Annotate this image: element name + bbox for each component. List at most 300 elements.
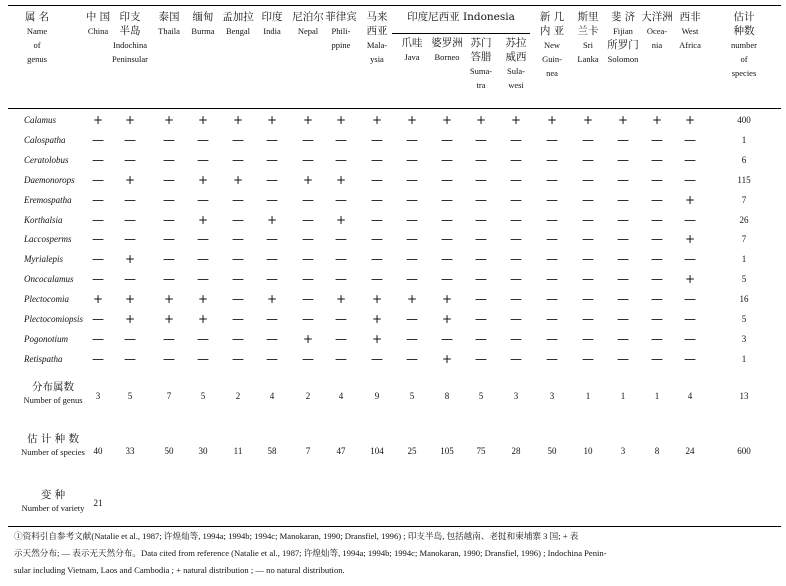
absence-mark: —: [684, 292, 696, 307]
header-indochina-line: Indochina: [113, 40, 147, 50]
header-malaysia-line: ysia: [370, 54, 384, 64]
header-china-line: China: [87, 26, 109, 36]
absence-mark: —: [371, 272, 383, 287]
presence-mark: +: [546, 113, 558, 127]
absence-mark: —: [335, 252, 347, 267]
presence-mark: +: [197, 312, 209, 326]
header-sulawesi-line: Sula-: [507, 66, 525, 76]
absence-mark: —: [163, 252, 175, 267]
absence-mark: —: [441, 212, 453, 227]
absence-mark: —: [406, 212, 418, 227]
absence-mark: —: [371, 252, 383, 267]
header-newguinea-line: Guin-: [542, 54, 562, 64]
absence-mark: —: [335, 312, 347, 326]
absence-mark: —: [684, 132, 696, 147]
absence-mark: —: [302, 312, 314, 326]
absence-mark: —: [441, 232, 453, 247]
table-bottom-rule: [8, 526, 781, 527]
absence-mark: —: [510, 172, 522, 187]
absence-mark: —: [617, 132, 629, 147]
header-fiji-line: Solomon: [607, 54, 639, 64]
absence-mark: —: [163, 192, 175, 207]
absence-mark: —: [510, 212, 522, 227]
footnote-line-1: ①资料引自参考文献(Natalie et al., 1987; 许煌灿等, 1994a; 1994b; 1994c; Manokaran, 1990; Dransfiel, 1996) ; 印支半岛, 包括越南、老挝和柬埔寨 3 国; + 表: [14, 531, 579, 541]
species-count-value: 50: [547, 446, 557, 456]
header-sumatra: [464, 36, 498, 92]
absence-mark: —: [197, 152, 209, 167]
absence-mark: —: [651, 232, 663, 247]
absence-mark: —: [92, 331, 104, 346]
header-fiji-line: 所罗门: [607, 39, 639, 51]
genus-count-value: 3: [95, 391, 101, 401]
header-srilanka-line: Lanka: [577, 54, 599, 64]
genus-name: Plectocomiopsis: [24, 314, 83, 324]
presence-mark: +: [232, 113, 244, 127]
absence-mark: —: [232, 152, 244, 167]
absence-mark: —: [651, 351, 663, 366]
header-westafrica-line: Africa: [679, 40, 701, 50]
absence-mark: —: [651, 312, 663, 326]
presence-mark: +: [684, 232, 696, 247]
header-burma-line: 缅甸: [192, 11, 214, 23]
absence-mark: —: [371, 152, 383, 167]
absence-mark: —: [266, 172, 278, 187]
header-burma: [186, 10, 220, 38]
absence-mark: —: [92, 312, 104, 326]
absence-mark: —: [651, 132, 663, 147]
absence-mark: —: [475, 252, 487, 267]
absence-mark: —: [510, 132, 522, 147]
absence-mark: —: [617, 312, 629, 326]
header-india: [258, 10, 286, 38]
absence-mark: —: [302, 212, 314, 227]
absence-mark: —: [617, 152, 629, 167]
presence-mark: +: [163, 312, 175, 326]
species-count-value: 28: [511, 446, 521, 456]
header-srilanka: [571, 10, 605, 66]
absence-mark: —: [684, 152, 696, 167]
absence-mark: —: [124, 331, 136, 346]
absence-mark: —: [197, 272, 209, 287]
species-count-value: 58: [267, 446, 277, 456]
absence-mark: —: [335, 232, 347, 247]
absence-mark: —: [475, 331, 487, 346]
absence-mark: —: [684, 351, 696, 366]
genus-count-value: 1: [654, 391, 660, 401]
header-sulawesi-line: 威西: [505, 51, 527, 63]
presence-mark: +: [684, 272, 696, 287]
absence-mark: —: [582, 192, 594, 207]
absence-mark: —: [582, 312, 594, 326]
header-philippines-line: 菲律宾: [325, 11, 357, 23]
absence-mark: —: [651, 192, 663, 207]
absence-mark: —: [582, 252, 594, 267]
indonesia-group-rule: [392, 33, 530, 34]
absence-mark: —: [371, 132, 383, 147]
presence-mark: +: [475, 113, 487, 127]
presence-mark: +: [266, 113, 278, 127]
species-count-value: 600: [737, 446, 751, 456]
presence-mark: +: [124, 172, 136, 187]
species-estimate: 1: [741, 254, 747, 265]
header-java: [395, 36, 429, 64]
absence-mark: —: [406, 232, 418, 247]
genus-name: Korthalsia: [24, 214, 63, 225]
absence-mark: —: [335, 192, 347, 207]
absence-mark: —: [232, 292, 244, 307]
absence-mark: —: [582, 152, 594, 167]
absence-mark: —: [441, 132, 453, 147]
genus-count-value: 4: [687, 391, 693, 401]
genus-count-value: 5: [478, 391, 484, 401]
species-count-value: 7: [305, 446, 311, 456]
absence-mark: —: [371, 232, 383, 247]
absence-mark: —: [651, 172, 663, 187]
absence-mark: —: [475, 152, 487, 167]
genus-name: Ceratolobus: [24, 154, 69, 165]
genus-count-value: 3: [549, 391, 555, 401]
presence-mark: +: [371, 292, 383, 307]
header-sumatra-line: Suma-: [469, 66, 493, 76]
genus-count-value: 9: [374, 391, 380, 401]
species-estimate: 1: [741, 134, 747, 145]
absence-mark: —: [302, 152, 314, 167]
absence-mark: —: [651, 212, 663, 227]
header-fiji-line: Fijian: [613, 26, 633, 36]
absence-mark: —: [617, 292, 629, 307]
header-bengal-line: 孟加拉: [222, 11, 254, 23]
absence-mark: —: [684, 312, 696, 326]
absence-mark: —: [546, 272, 558, 287]
header-nepal-line: 尼泊尔: [292, 11, 324, 23]
summary-species-label-zh: 估 计 种 数: [26, 433, 79, 445]
absence-mark: —: [163, 172, 175, 187]
absence-mark: —: [124, 152, 136, 167]
absence-mark: —: [475, 232, 487, 247]
absence-mark: —: [124, 351, 136, 366]
absence-mark: —: [124, 232, 136, 247]
absence-mark: —: [92, 152, 104, 167]
presence-mark: +: [335, 172, 347, 187]
header-sumatra-line: 苏门: [470, 37, 492, 49]
absence-mark: —: [371, 172, 383, 187]
header-china-line: 中 国: [85, 11, 111, 23]
presence-mark: +: [371, 331, 383, 346]
absence-mark: —: [617, 232, 629, 247]
absence-mark: —: [266, 232, 278, 247]
absence-mark: —: [406, 252, 418, 267]
header-indochina: [110, 10, 150, 66]
absence-mark: —: [475, 312, 487, 326]
header-indochina-line: 印支: [119, 11, 141, 23]
species-estimate: 16: [739, 294, 749, 305]
species-estimate: 7: [741, 194, 747, 205]
absence-mark: —: [232, 312, 244, 326]
header-philippines: [325, 10, 357, 52]
absence-mark: —: [124, 132, 136, 147]
absence-mark: —: [335, 331, 347, 346]
genus-count-value: 5: [127, 391, 133, 401]
absence-mark: —: [684, 212, 696, 227]
absence-mark: —: [163, 152, 175, 167]
absence-mark: —: [441, 172, 453, 187]
header-malaysia-line: Mala-: [366, 40, 388, 50]
header-bottom-rule: [8, 108, 781, 109]
header-westafrica-line: 西非: [679, 11, 701, 23]
absence-mark: —: [92, 351, 104, 366]
table-top-rule: [8, 5, 781, 6]
absence-mark: —: [232, 132, 244, 147]
header-oceania-line: 大洋洲: [641, 11, 673, 23]
absence-mark: —: [546, 331, 558, 346]
header-malaysia-line: 西亚: [366, 25, 388, 37]
absence-mark: —: [651, 331, 663, 346]
absence-mark: —: [92, 232, 104, 247]
species-count-value: 11: [233, 446, 243, 456]
species-count-value: 47: [336, 446, 346, 456]
absence-mark: —: [617, 172, 629, 187]
header-srilanka-line: 兰卡: [577, 25, 599, 37]
header-oceania-line: nia: [651, 40, 663, 50]
absence-mark: —: [406, 172, 418, 187]
absence-mark: —: [510, 292, 522, 307]
genus-count-value: 13: [739, 391, 749, 401]
summary-variety-label-zh: 变 种: [40, 489, 66, 501]
presence-mark: +: [124, 252, 136, 267]
species-count-value: 75: [476, 446, 486, 456]
presence-mark: +: [617, 113, 629, 127]
genus-count-value: 2: [235, 391, 241, 401]
absence-mark: —: [232, 212, 244, 227]
absence-mark: —: [92, 132, 104, 147]
variety-value: 21: [93, 498, 103, 508]
species-count-value: 10: [583, 446, 593, 456]
absence-mark: —: [617, 212, 629, 227]
species-estimate: 26: [739, 214, 749, 225]
absence-mark: —: [546, 192, 558, 207]
species-count-value: 33: [125, 446, 135, 456]
presence-mark: +: [302, 113, 314, 127]
genus-count-value: 1: [585, 391, 591, 401]
species-count-value: 3: [620, 446, 626, 456]
absence-mark: —: [510, 351, 522, 366]
presence-mark: +: [441, 113, 453, 127]
absence-mark: —: [335, 272, 347, 287]
presence-mark: +: [197, 292, 209, 307]
species-count-value: 8: [654, 446, 660, 456]
absence-mark: —: [441, 331, 453, 346]
absence-mark: —: [266, 192, 278, 207]
species-count-value: 24: [685, 446, 695, 456]
header-srilanka-line: Sri: [583, 40, 593, 50]
species-estimate: 5: [741, 274, 747, 285]
genus-name: Myrialepis: [24, 254, 63, 265]
header-borneo: [429, 36, 465, 64]
absence-mark: —: [335, 351, 347, 366]
presence-mark: +: [406, 292, 418, 307]
absence-mark: —: [335, 132, 347, 147]
absence-mark: —: [406, 331, 418, 346]
summary-variety-label-en: Number of variety: [21, 503, 85, 513]
header-newguinea-line: 新 几: [539, 11, 565, 23]
absence-mark: —: [124, 192, 136, 207]
header-nepal-line: Nepal: [297, 26, 319, 36]
presence-mark: +: [441, 351, 453, 366]
genus-count-value: 5: [200, 391, 206, 401]
absence-mark: —: [302, 232, 314, 247]
header-sulawesi-line: 苏拉: [505, 37, 527, 49]
absence-mark: —: [266, 272, 278, 287]
header-thailand-line: 泰国: [158, 11, 180, 23]
presence-mark: +: [197, 212, 209, 227]
header-estimate-line: of: [740, 54, 748, 64]
presence-mark: +: [582, 113, 594, 127]
absence-mark: —: [266, 152, 278, 167]
absence-mark: —: [582, 132, 594, 147]
absence-mark: —: [163, 212, 175, 227]
header-china: [83, 10, 113, 38]
header-thailand: [152, 10, 186, 38]
absence-mark: —: [232, 252, 244, 267]
presence-mark: +: [441, 292, 453, 307]
header-borneo-line: Borneo: [434, 52, 460, 62]
header-oceania: [640, 10, 674, 52]
genus-count-value: 3: [513, 391, 519, 401]
presence-mark: +: [232, 172, 244, 187]
absence-mark: —: [92, 252, 104, 267]
absence-mark: —: [92, 192, 104, 207]
presence-mark: +: [441, 312, 453, 326]
absence-mark: —: [163, 351, 175, 366]
species-estimate: 115: [737, 174, 751, 185]
header-fiji-line: 斐 济: [610, 11, 636, 23]
genus-name: Laccosperms: [24, 234, 72, 245]
presence-mark: +: [124, 312, 136, 326]
presence-mark: +: [371, 113, 383, 127]
absence-mark: —: [232, 351, 244, 366]
absence-mark: —: [441, 272, 453, 287]
absence-mark: —: [510, 152, 522, 167]
header-srilanka-line: 斯里: [577, 11, 599, 23]
absence-mark: —: [546, 172, 558, 187]
absence-mark: —: [684, 331, 696, 346]
absence-mark: —: [441, 152, 453, 167]
species-estimate: 5: [741, 314, 747, 324]
absence-mark: —: [302, 132, 314, 147]
presence-mark: +: [163, 292, 175, 307]
header-philippines-line: Phili-: [331, 26, 351, 36]
absence-mark: —: [546, 252, 558, 267]
presence-mark: +: [197, 113, 209, 127]
summary-species-label-en: Number of species: [21, 447, 85, 457]
presence-mark: +: [406, 113, 418, 127]
presence-mark: +: [266, 212, 278, 227]
header-westafrica: [672, 10, 708, 52]
absence-mark: —: [546, 132, 558, 147]
footnote-line-2: 示天然分布; — 表示无天然分布。Data cited from reference (Natalie et al., 1987; 许煌灿等, 1994a; 1994b; 1994c; Manokaran, 1990; Dransfiel, 1996) ; Indochina Penin-: [14, 548, 607, 558]
presence-mark: +: [510, 113, 522, 127]
absence-mark: —: [617, 252, 629, 267]
genus-count-value: 4: [338, 391, 344, 401]
presence-mark: +: [335, 212, 347, 227]
species-count-value: 50: [164, 446, 174, 456]
absence-mark: —: [475, 172, 487, 187]
genus-count-value: 8: [444, 391, 450, 401]
header-nepal: [291, 10, 325, 38]
absence-mark: —: [475, 292, 487, 307]
header-borneo-line: 婆罗洲: [431, 37, 463, 49]
absence-mark: —: [197, 351, 209, 366]
genus-name: Daemonorops: [24, 174, 75, 185]
header-malaysia: [360, 10, 394, 66]
absence-mark: —: [546, 232, 558, 247]
header-burma-line: Burma: [191, 26, 215, 36]
absence-mark: —: [371, 351, 383, 366]
presence-mark: +: [371, 312, 383, 326]
presence-mark: +: [124, 292, 136, 307]
absence-mark: —: [197, 132, 209, 147]
absence-mark: —: [510, 192, 522, 207]
absence-mark: —: [302, 292, 314, 307]
header-bengal: [221, 10, 255, 38]
absence-mark: —: [371, 192, 383, 207]
presence-mark: +: [92, 292, 104, 307]
header-westafrica-line: West: [681, 26, 699, 36]
absence-mark: —: [617, 351, 629, 366]
genus-count-value: 2: [305, 391, 311, 401]
header-india-line: India: [263, 26, 281, 36]
presence-mark: +: [335, 292, 347, 307]
absence-mark: —: [406, 152, 418, 167]
presence-mark: +: [302, 172, 314, 187]
header-estimate: [719, 10, 769, 80]
absence-mark: —: [266, 351, 278, 366]
absence-mark: —: [163, 132, 175, 147]
header-indochina-line: Peninsular: [112, 54, 148, 64]
absence-mark: —: [163, 232, 175, 247]
absence-mark: —: [266, 312, 278, 326]
absence-mark: —: [582, 272, 594, 287]
absence-mark: —: [302, 351, 314, 366]
genus-name: Pogonotium: [24, 333, 68, 344]
absence-mark: —: [684, 252, 696, 267]
absence-mark: —: [92, 272, 104, 287]
absence-mark: —: [406, 351, 418, 366]
absence-mark: —: [266, 331, 278, 346]
absence-mark: —: [197, 252, 209, 267]
header-java-line: Java: [404, 52, 420, 62]
header-estimate-line: species: [731, 68, 757, 78]
species-estimate: 3: [741, 333, 747, 344]
absence-mark: —: [163, 331, 175, 346]
absence-mark: —: [475, 351, 487, 366]
absence-mark: —: [651, 252, 663, 267]
header-thailand-line: Thaila: [158, 26, 180, 36]
header-newguinea: [534, 10, 570, 80]
absence-mark: —: [684, 172, 696, 187]
header-sumatra-line: tra: [476, 80, 486, 90]
species-estimate: 7: [741, 234, 747, 245]
absence-mark: —: [546, 212, 558, 227]
absence-mark: —: [582, 351, 594, 366]
absence-mark: —: [232, 272, 244, 287]
absence-mark: —: [302, 252, 314, 267]
presence-mark: +: [335, 113, 347, 127]
genus-name: Eremospatha: [24, 194, 72, 205]
absence-mark: —: [232, 232, 244, 247]
absence-mark: —: [197, 331, 209, 346]
absence-mark: —: [510, 331, 522, 346]
